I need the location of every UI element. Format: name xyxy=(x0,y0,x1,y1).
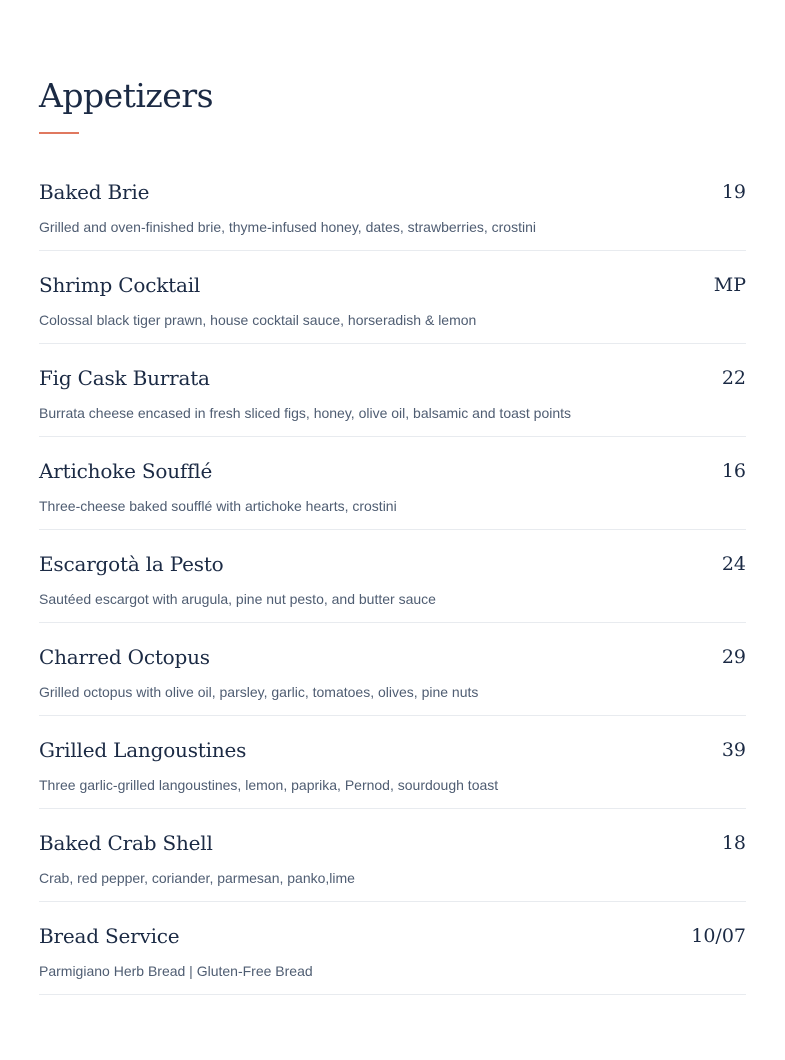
item-description: Three-cheese baked soufflé with artichoke hearts, crostini xyxy=(39,498,397,514)
menu-list xyxy=(39,158,746,995)
item-price: 39 xyxy=(721,739,746,761)
item-price: 22 xyxy=(721,367,746,389)
item-name: Baked Crab Shell xyxy=(39,831,213,855)
item-name: Baked Brie xyxy=(39,180,150,204)
item-name: Grilled Langoustines xyxy=(39,738,247,762)
menu-item xyxy=(39,530,746,623)
item-price: 19 xyxy=(721,181,746,203)
item-price: 29 xyxy=(721,646,746,668)
item-description: Burrata cheese encased in fresh sliced figs, honey, olive oil, balsamic and toast points xyxy=(39,405,572,421)
item-name: Fig Cask Burrata xyxy=(39,366,210,390)
item-description: Crab, red pepper, coriander, parmesan, panko,lime xyxy=(39,870,355,886)
menu-item xyxy=(39,158,746,251)
item-description: Grilled and oven-finished brie, thyme-infused honey, dates, strawberries, crostini xyxy=(39,219,536,235)
item-price: 18 xyxy=(721,832,746,854)
menu-item xyxy=(39,902,746,995)
item-name: Artichoke Soufflé xyxy=(39,459,213,483)
item-description: Colossal black tiger prawn, house cocktail sauce, horseradish & lemon xyxy=(39,312,477,328)
item-price: 24 xyxy=(721,553,746,575)
item-description: Parmigiano Herb Bread | Gluten-Free Bread xyxy=(39,963,313,979)
menu-item xyxy=(39,809,746,902)
item-description: Grilled octopus with olive oil, parsley, garlic, tomatoes, olives, pine nuts xyxy=(39,684,479,700)
item-name: Bread Service xyxy=(39,924,180,948)
menu-item xyxy=(39,623,746,716)
menu-item xyxy=(39,344,746,437)
section-title: Appetizers xyxy=(39,76,214,115)
item-price: MP xyxy=(713,274,746,296)
item-name: Charred Octopus xyxy=(39,645,210,669)
item-name: Shrimp Cocktail xyxy=(39,273,201,297)
item-price: 10/07 xyxy=(691,925,746,947)
accent-divider xyxy=(39,132,79,134)
item-description: Sautéed escargot with arugula, pine nut pesto, and butter sauce xyxy=(39,591,436,607)
menu-item xyxy=(39,716,746,809)
menu-item xyxy=(39,437,746,530)
menu-item xyxy=(39,251,746,344)
item-name: Escargotà la Pesto xyxy=(39,552,224,576)
item-price: 16 xyxy=(721,460,746,482)
item-description: Three garlic-grilled langoustines, lemon, paprika, Pernod, sourdough toast xyxy=(39,777,499,793)
